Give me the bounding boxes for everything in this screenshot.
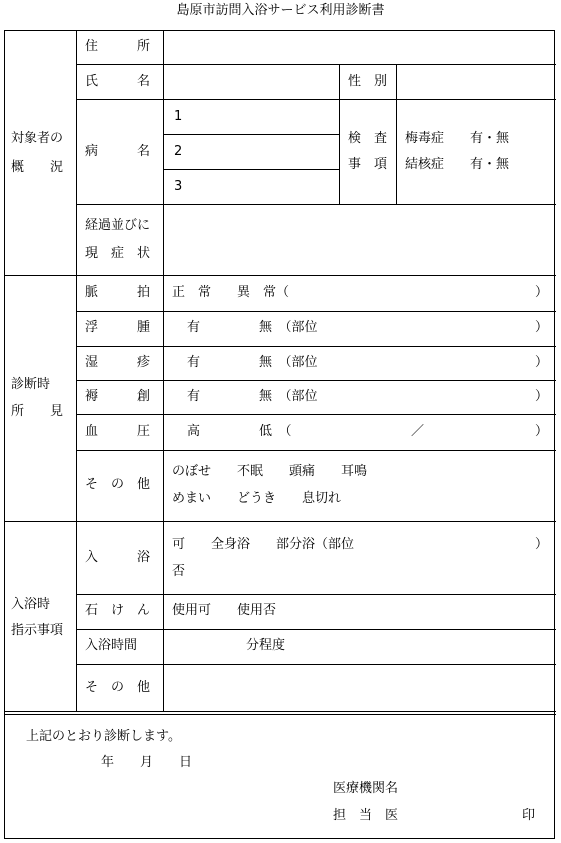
- close-paren: ）: [535, 320, 549, 335]
- tuberculosis-check: 結核症 有・無: [405, 157, 510, 172]
- blood-pressure-label: 血 圧: [85, 424, 151, 439]
- exam-label: 検 査: [348, 131, 388, 146]
- section-divider: [4, 521, 556, 522]
- disease-field-2[interactable]: [190, 136, 337, 168]
- column-line: [163, 30, 164, 712]
- column-line: [396, 64, 397, 204]
- doctor-label: 担 当 医: [333, 808, 399, 823]
- row-line: [76, 664, 556, 665]
- disease-label: 病 名: [85, 144, 151, 159]
- disease-number-1: 1: [174, 109, 183, 124]
- row-line: [76, 380, 556, 381]
- bathing-no: 否: [172, 564, 186, 579]
- section-label-instructions: 入浴時: [11, 597, 51, 612]
- other-instructions-field[interactable]: [165, 666, 553, 710]
- progress-label-2: 現 症 状: [85, 246, 151, 261]
- row-line: [76, 450, 556, 451]
- progress-label: 経過並びに: [85, 218, 151, 233]
- section-label-findings-2: 所 見: [11, 404, 64, 419]
- edema-no-part: 無 （部位: [259, 320, 318, 335]
- row-line: [76, 204, 556, 205]
- syphilis-check: 梅毒症 有・無: [405, 131, 510, 146]
- column-line: [76, 30, 77, 712]
- bp-slash: ／: [411, 424, 425, 439]
- bedsore-no-part: 無 （部位: [259, 389, 318, 404]
- close-paren: ）: [535, 355, 549, 370]
- row-line: [76, 594, 556, 595]
- institution-label: 医療機関名: [333, 781, 399, 796]
- eczema-no-part: 無 （部位: [259, 355, 318, 370]
- row-line: [76, 64, 556, 65]
- eczema-yes: 有: [187, 355, 201, 370]
- row-line: [163, 134, 339, 135]
- section-label-instructions-2: 指示事項: [11, 623, 64, 638]
- row-line: [76, 99, 556, 100]
- bedsore-label: 褥 創: [85, 389, 151, 404]
- symptoms-line-2: めまい どうき 息切れ: [172, 491, 342, 506]
- disease-field-1[interactable]: [190, 101, 337, 133]
- progress-field[interactable]: [165, 206, 553, 274]
- pulse-label: 脈 拍: [85, 285, 151, 300]
- section-divider: [4, 714, 556, 715]
- row-line: [76, 311, 556, 312]
- row-line: [76, 629, 556, 630]
- section-label-findings: 診断時: [11, 377, 51, 392]
- bathing-ok: 可 全身浴 部分浴（部位: [172, 537, 355, 552]
- sex-label: 性 別: [348, 74, 388, 89]
- bathing-label: 入 浴: [85, 550, 151, 565]
- close-paren: ）: [535, 537, 549, 552]
- pulse-value: 正 常 異 常（: [172, 285, 290, 300]
- section-label-overview-2: 概 況: [11, 160, 64, 175]
- bath-time-value: 分程度: [246, 638, 286, 653]
- exam-label-2: 事 項: [348, 157, 388, 172]
- section-divider: [4, 711, 556, 712]
- seal-mark: 印: [522, 808, 536, 823]
- address-field[interactable]: [165, 32, 553, 63]
- name-field[interactable]: [165, 66, 337, 98]
- symptoms-line-1: のぼせ 不眠 頭痛 耳鳴: [172, 464, 368, 479]
- name-label: 氏 名: [85, 74, 151, 89]
- bp-high: 高: [187, 424, 201, 439]
- date-line: 年 月 日: [101, 755, 193, 770]
- soap-value: 使用可 使用否: [172, 603, 277, 618]
- section-divider: [4, 275, 556, 276]
- bath-time-label: 入浴時間: [85, 638, 138, 653]
- column-line: [339, 64, 340, 204]
- close-paren: ）: [535, 285, 549, 300]
- close-paren: ）: [535, 389, 549, 404]
- edema-label: 浮 腫: [85, 320, 151, 335]
- row-line: [163, 169, 339, 170]
- disease-field-3[interactable]: [190, 171, 337, 203]
- close-paren: ）: [535, 424, 549, 439]
- eczema-label: 湿 疹: [85, 355, 151, 370]
- soap-label: 石 け ん: [85, 603, 151, 618]
- address-label: 住 所: [85, 39, 151, 54]
- diagnosis-statement: 上記のとおり診断します。: [26, 729, 181, 744]
- document-title: 島原市訪問入浴サービス利用診断書: [176, 3, 385, 18]
- row-line: [76, 346, 556, 347]
- other-findings-label: そ の 他: [85, 477, 151, 492]
- row-line: [76, 414, 556, 415]
- disease-number-2: 2: [174, 144, 183, 159]
- disease-number-3: 3: [174, 179, 183, 194]
- sex-field[interactable]: [398, 66, 553, 98]
- section-label-overview: 対象者の: [11, 131, 64, 146]
- edema-yes: 有: [187, 320, 201, 335]
- other-instructions-label: そ の 他: [85, 680, 151, 695]
- bp-low: 低 （: [259, 424, 292, 439]
- bedsore-yes: 有: [187, 389, 201, 404]
